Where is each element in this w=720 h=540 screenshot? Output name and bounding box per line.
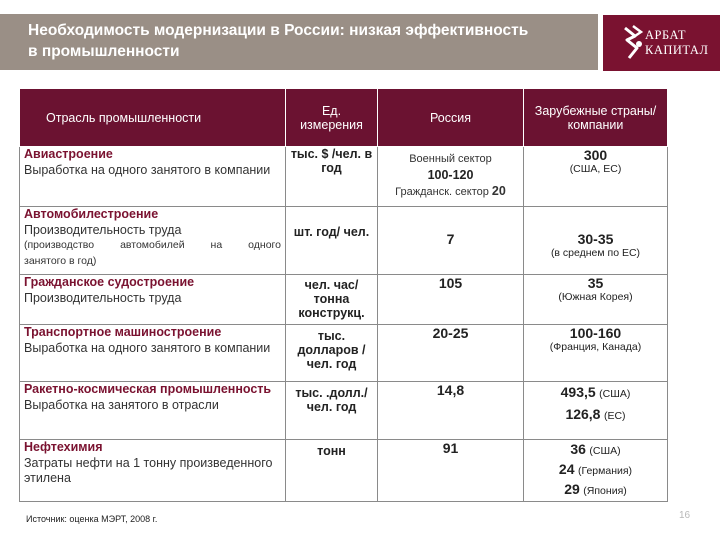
industry-metric: Выработка на одного занятого в компании	[24, 340, 271, 355]
table-row	[20, 207, 668, 275]
industry-cell	[20, 325, 286, 382]
industry-metric: Выработка на занятого в отрасли	[24, 397, 219, 412]
foreign-note: (США)	[589, 445, 621, 457]
foreign-cell	[524, 382, 668, 440]
russia-cell	[378, 440, 524, 502]
foreign-value: 493,5	[560, 384, 596, 400]
logo-emblem-icon	[621, 24, 645, 60]
comparison-table	[19, 88, 668, 502]
unit-cell: тыс. долларов /чел. год	[286, 325, 378, 382]
russia-cell	[378, 147, 524, 207]
military-sector-value: 100-120	[427, 168, 474, 182]
foreign-entry	[528, 480, 663, 500]
industry-name: Транспортное машиностроение	[24, 325, 222, 339]
foreign-value: 126,8	[565, 406, 601, 422]
industry-cell	[20, 275, 286, 325]
table-row	[20, 440, 668, 502]
foreign-value: 29	[564, 481, 580, 497]
table-header-row	[20, 89, 668, 147]
col-header-foreign: Зарубежные страны/ компании	[524, 89, 668, 147]
title-line-2: в промышленности	[28, 43, 180, 60]
col-header-russia: Россия	[378, 89, 524, 147]
russia-value: 7	[446, 231, 455, 247]
industry-note-line1: (производство автомобилей на одного	[24, 239, 281, 251]
russia-cell	[378, 275, 524, 325]
page-number: 16	[679, 510, 691, 521]
unit-cell: чел. час/тонна конструкц.	[286, 275, 378, 325]
foreign-entry	[528, 382, 663, 404]
civil-sector	[382, 183, 519, 200]
military-sector-label: Военный сектор	[409, 153, 492, 165]
industry-cell	[20, 147, 286, 207]
industry-cell	[20, 382, 286, 440]
table-row	[20, 275, 668, 325]
col-header-industry: Отрасль промышленности	[20, 89, 286, 147]
table-row	[20, 325, 668, 382]
russia-value: 14,8	[436, 382, 465, 398]
foreign-note: (США, ЕС)	[569, 163, 622, 175]
russia-cell	[378, 382, 524, 440]
col-header-unit: Ед. измерения	[286, 89, 378, 147]
foreign-cell	[524, 275, 668, 325]
foreign-value: 30-35	[577, 231, 614, 247]
logo-text-line1: АРБАТ	[645, 28, 687, 42]
foreign-note: (Южная Корея)	[558, 291, 633, 303]
russia-value: 105	[438, 275, 463, 291]
table-row	[20, 147, 668, 207]
foreign-value: 36	[570, 441, 586, 457]
unit-cell: тыс. .долл./чел. год	[286, 382, 378, 440]
industry-metric: Затраты нефти на 1 тонну произведенного этилена	[24, 455, 273, 485]
source-note: Источник: оценка МЭРТ, 2008 г.	[26, 514, 158, 524]
title-line-1: Необходимость модернизации в России: низкая эффективность	[28, 22, 529, 39]
industry-name: Ракетно-космическая промышленность	[24, 382, 272, 396]
foreign-note: (Франция, Канада)	[549, 341, 642, 353]
foreign-note: (в среднем по ЕС)	[550, 247, 641, 259]
table-row	[20, 382, 668, 440]
civil-sector-value: 20	[491, 184, 506, 198]
foreign-entry	[528, 440, 663, 460]
logo-text-line2: КАПИТАЛ	[645, 43, 709, 57]
russia-cell	[378, 207, 524, 275]
foreign-value: 300	[583, 147, 608, 163]
industry-metric: Выработка на одного занятого в компании	[24, 162, 271, 177]
industry-name: Гражданское судостроение	[24, 275, 195, 289]
russia-value: 91	[442, 440, 459, 456]
slide-title	[28, 20, 598, 62]
russia-cell	[378, 325, 524, 382]
industry-name: Автомобилестроение	[24, 207, 159, 221]
industry-metric: Производительность труда	[24, 290, 182, 305]
civil-sector-label: Гражданск. сектор	[395, 186, 489, 198]
foreign-cell	[524, 207, 668, 275]
industry-cell	[20, 207, 286, 275]
unit-cell: шт. год/ чел.	[286, 207, 378, 275]
foreign-note: (Германия)	[577, 465, 633, 477]
foreign-cell	[524, 440, 668, 502]
foreign-value: 24	[558, 461, 575, 477]
foreign-value: 35	[587, 275, 604, 291]
russia-value: 20-25	[432, 325, 469, 341]
foreign-entry	[528, 460, 663, 480]
industry-metric: Производительность труда	[24, 222, 182, 237]
foreign-cell	[524, 147, 668, 207]
industry-note-line2: занятого в год)	[24, 254, 97, 267]
foreign-note: (ЕС)	[603, 410, 626, 422]
foreign-entry	[528, 404, 663, 426]
company-logo	[603, 15, 720, 71]
industry-name: Авиастроение	[24, 147, 113, 161]
unit-cell: тонн	[286, 440, 378, 502]
foreign-cell	[524, 325, 668, 382]
foreign-note: (США)	[599, 388, 631, 400]
foreign-note: (Япония)	[583, 485, 627, 497]
industry-name: Нефтехимия	[24, 440, 103, 454]
industry-cell	[20, 440, 286, 502]
foreign-value: 100-160	[569, 325, 622, 341]
unit-cell: тыс. $ /чел. в год	[286, 147, 378, 207]
